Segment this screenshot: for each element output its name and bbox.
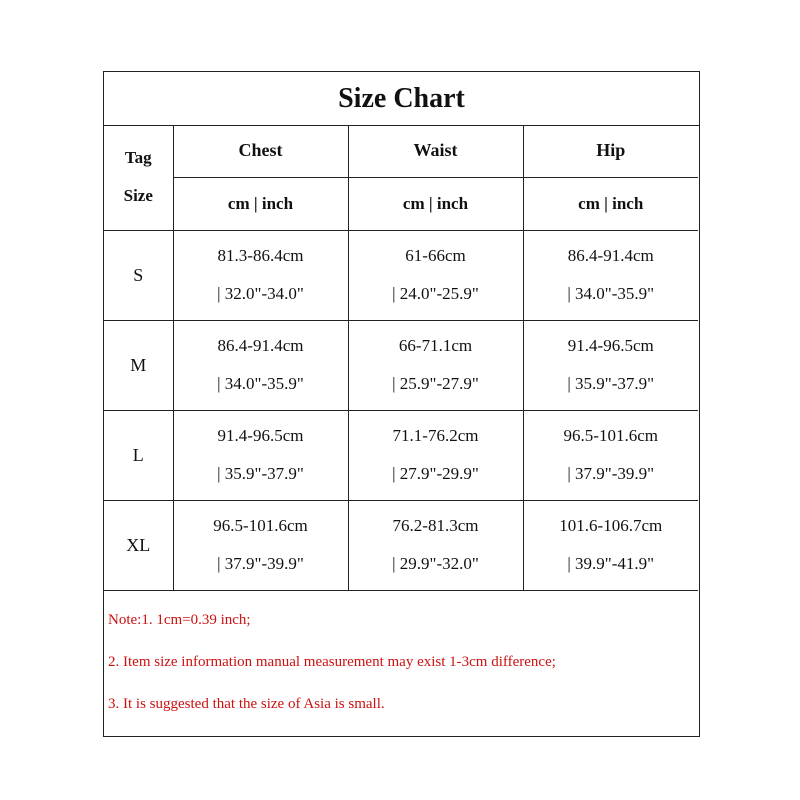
- hip-cell: 91.4-96.5cm | 35.9"-37.9": [523, 320, 698, 410]
- size-cell: M: [104, 320, 173, 410]
- size-label: Size: [123, 186, 153, 206]
- unit-label-chest: cm | inch: [173, 177, 348, 230]
- unit-label-waist: cm | inch: [348, 177, 523, 230]
- column-header-chest: Chest: [173, 125, 348, 177]
- hip-cell: 86.4-91.4cm | 34.0"-35.9": [523, 230, 698, 320]
- table-row: [104, 500, 698, 590]
- chest-cell: 96.5-101.6cm | 37.9"-39.9": [173, 500, 348, 590]
- note-1: Note:1. 1cm=0.39 inch;: [108, 612, 251, 628]
- chart-title: Size Chart: [104, 72, 699, 126]
- waist-cell: 76.2-81.3cm | 29.9"-32.0": [348, 500, 523, 590]
- table-row: [104, 410, 698, 500]
- note-3: 3. It is suggested that the size of Asia is small.: [108, 696, 385, 712]
- size-chart: [103, 71, 700, 737]
- note-2: 2. Item size information manual measurement may exist 1-3cm difference;: [108, 654, 556, 670]
- size-cell: L: [104, 410, 173, 500]
- hip-cell: 101.6-106.7cm | 39.9"-41.9": [523, 500, 698, 590]
- chest-cell: 86.4-91.4cm | 34.0"-35.9": [173, 320, 348, 410]
- unit-label-hip: cm | inch: [523, 177, 698, 230]
- waist-cell: 61-66cm | 24.0"-25.9": [348, 230, 523, 320]
- waist-cell: 71.1-76.2cm | 27.9"-29.9": [348, 410, 523, 500]
- tag-label: Tag: [124, 148, 152, 168]
- column-header-hip: Hip: [523, 125, 698, 177]
- size-cell: XL: [104, 500, 173, 590]
- waist-cell: 66-71.1cm | 25.9"-27.9": [348, 320, 523, 410]
- chest-cell: 91.4-96.5cm | 35.9"-37.9": [173, 410, 348, 500]
- table-row: [104, 320, 698, 410]
- hip-cell: 96.5-101.6cm | 37.9"-39.9": [523, 410, 698, 500]
- tag-size-header: [104, 125, 173, 230]
- table-row: [104, 230, 698, 320]
- size-cell: S: [104, 230, 173, 320]
- size-table: [104, 125, 698, 591]
- column-header-waist: Waist: [348, 125, 523, 177]
- chest-cell: 81.3-86.4cm | 32.0"-34.0": [173, 230, 348, 320]
